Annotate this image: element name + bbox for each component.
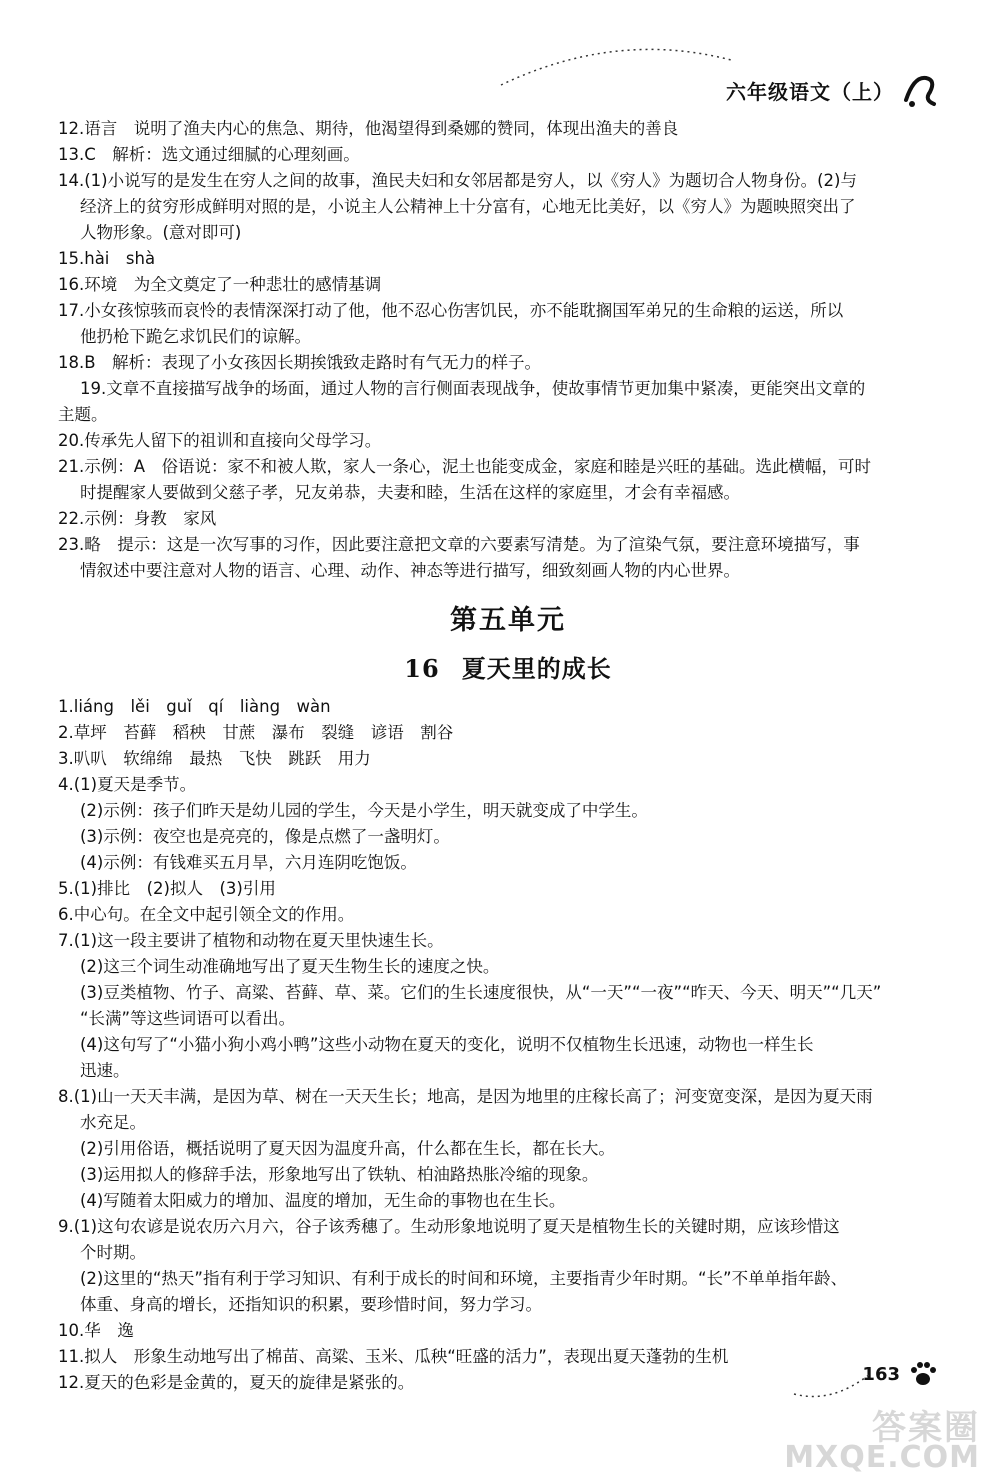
answer-line: 时提醒家人要做到父慈子孝，兄友弟恭，夫妻和睦，生活在这样的家庭里，才会有幸福感。 <box>80 483 740 502</box>
answer-line: 水充足。 <box>80 1113 146 1132</box>
dotted-arc-decoration <box>496 40 736 90</box>
answer-line: 3.叭叭 软绵绵 最热 飞快 跳跃 用力 <box>58 749 371 768</box>
answer-line: 12.夏天的色彩是金黄的，夏天的旋律是紧张的。 <box>58 1373 415 1392</box>
answer-line: (3)豆类植物、竹子、高粱、苔藓、草、菜。它们的生长速度很快，从“一天”“一夜”“昨天、今天、明天”“几天” <box>80 983 882 1002</box>
lesson-answers <box>58 694 958 1396</box>
answer-line: 2.草坪 苔藓 稻秧 甘蔗 瀑布 裂缝 谚语 割谷 <box>58 723 454 742</box>
answer-line: 情叙述中要注意对人物的语言、心理、动作、神态等进行描写，细致刻画人物的内心世界。 <box>80 561 740 580</box>
answer-line: 迅速。 <box>80 1061 130 1080</box>
page-header <box>726 70 940 110</box>
answer-line: “长满”等这些词语可以看出。 <box>80 1009 296 1028</box>
answer-line: 10.华 逸 <box>58 1321 134 1340</box>
answer-line: 个时期。 <box>80 1243 146 1262</box>
answer-line: 14.(1)小说写的是发生在穷人之间的故事，渔民夫妇和女邻居都是穷人，以《穷人》为题切合人物身份。(2)与 <box>58 171 857 190</box>
answer-line: 18.B 解析：表现了小女孩因长期挨饿致走路时有气无力的样子。 <box>58 353 542 372</box>
answer-line: (2)这三个词生动准确地写出了夏天生物生长的速度之快。 <box>80 957 500 976</box>
answer-line: 9.(1)这句农谚是说农历六月六，谷子该秀穗了。生动形象地说明了夏天是植物生长的关键时期，应该珍惜这 <box>58 1217 840 1236</box>
answer-line: 1.liáng lěi guǐ qí liàng wàn <box>58 697 331 716</box>
answer-line: 人物形象。(意对即可) <box>80 223 242 242</box>
answer-line: 11.拟人 形象生动地写出了棉苗、高粱、玉米、瓜秧“旺盛的活力”，表现出夏天蓬勃的生机 <box>58 1347 729 1366</box>
page-footer <box>862 1360 938 1388</box>
answer-line: 他扔枪下跪乞求饥民们的谅解。 <box>80 327 311 346</box>
page-number: 163 <box>862 1363 900 1385</box>
answer-line: 20.传承先人留下的祖训和直接向父母学习。 <box>58 431 382 450</box>
lesson-title <box>58 649 958 684</box>
paw-print-icon <box>908 1360 938 1388</box>
answer-line: (4)这句写了“小猫小狗小鸡小鸭”这些小动物在夏天的变化，说明不仅植物生长迅速，动物也一样生长 <box>80 1035 814 1054</box>
answer-line: (2)示例：孩子们昨天是幼儿园的学生，今天是小学生，明天就变成了中学生。 <box>80 801 648 820</box>
previous-unit-answers <box>58 116 958 584</box>
answer-line: 22.示例：身教 家风 <box>58 509 217 528</box>
answer-line: 经济上的贫穷形成鲜明对照的是，小说主人公精神上十分富有，心地无比美好，以《穷人》为题映照突出了 <box>80 197 856 216</box>
answer-line: (4)写随着太阳威力的增加、温度的增加，无生命的事物也在生长。 <box>80 1191 566 1210</box>
lesson-number: 16 <box>404 654 440 683</box>
answer-line: 5.(1)排比 (2)拟人 (3)引用 <box>58 879 276 898</box>
answer-line: (3)示例：夜空也是亮亮的，像是点燃了一盏明灯。 <box>80 827 450 846</box>
answer-line: 体重、身高的增长，还指知识的积累，要珍惜时间，努力学习。 <box>80 1295 542 1314</box>
answer-line: 21.示例：A 俗语说：家不和被人欺，家人一条心，泥土也能变成金，家庭和睦是兴旺的基础。选此横幅，可时 <box>58 457 872 476</box>
answer-line: 主题。 <box>58 405 108 424</box>
answer-line: 6.中心句。在全文中起引领全文的作用。 <box>58 905 355 924</box>
answer-line: (2)引用俗语，概括说明了夏天因为温度升高，什么都在生长，都在长大。 <box>80 1139 615 1158</box>
answer-line: 13.C 解析：选文通过细腻的心理刻画。 <box>58 145 360 164</box>
answer-line: 16.环境 为全文奠定了一种悲壮的感情基调 <box>58 275 382 294</box>
answer-line: 15.hài shà <box>58 249 156 268</box>
answer-line: 7.(1)这一段主要讲了植物和动物在夏天里快速生长。 <box>58 931 444 950</box>
answer-content <box>58 116 958 1396</box>
mascot-logo-icon <box>900 70 940 110</box>
dotted-curve-decoration <box>792 1364 872 1404</box>
header-title: 六年级语文（上） <box>726 79 894 104</box>
lesson-name: 夏天里的成长 <box>461 655 612 683</box>
answer-line: 17.小女孩惊骇而哀怜的表情深深打动了他，他不忍心伤害饥民，亦不能耽搁国军弟兄的生命粮的运送，所以 <box>58 301 844 320</box>
answer-line: 8.(1)山一天天丰满，是因为草、树在一天天生长；地高，是因为地里的庄稼长高了；河变宽变深，是因为夏天雨 <box>58 1087 873 1106</box>
answer-line: (2)这里的“热天”指有利于学习知识、有利于成长的时间和环境，主要指青少年时期。“长”不单单指年龄、 <box>80 1269 848 1288</box>
answer-line: (3)运用拟人的修辞手法，形象地写出了铁轨、柏油路热胀冷缩的现象。 <box>80 1165 599 1184</box>
answer-line: 4.(1)夏天是季节。 <box>58 775 197 794</box>
watermark-logo: 答案圈 <box>872 1408 980 1448</box>
answer-line: 19.文章不直接描写战争的场面，通过人物的言行侧面表现战争，使故事情节更加集中紧凑，更能突出文章的 <box>80 379 866 398</box>
answer-line: (4)示例：有钱难买五月旱，六月连阴吃饱饭。 <box>80 853 417 872</box>
unit-title: 第五单元 <box>450 605 566 636</box>
answer-line: 23.略 提示：这是一次写事的习作，因此要注意把文章的六要素写清楚。为了渲染气氛，要注意环境描写，事 <box>58 535 860 554</box>
watermark-url: MXQE.COM <box>784 1440 980 1475</box>
answer-line: 12.语言 说明了渔夫内心的焦急、期待，他渴望得到桑娜的赞同，体现出渔夫的善良 <box>58 119 679 138</box>
